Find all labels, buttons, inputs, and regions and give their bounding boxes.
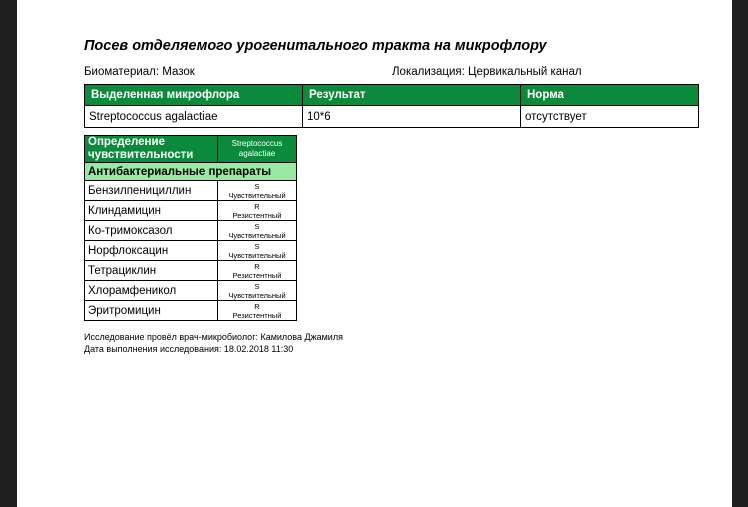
analysis-date: Дата выполнения исследования: 18.02.2018 11:30: [84, 344, 294, 354]
result-code: S: [254, 221, 260, 231]
table-row: [85, 301, 297, 321]
result-code: S: [254, 181, 260, 191]
result-text: Резистентный: [232, 310, 282, 320]
drug-name: Норфлоксацин: [85, 241, 218, 261]
result-text: Резистентный: [232, 210, 282, 220]
biomaterial-label: Биоматериал: Мазок: [84, 66, 195, 78]
drug-result: [218, 281, 297, 301]
norm-cell: отсутствует: [521, 106, 699, 128]
drug-name: Эритромицин: [85, 301, 218, 321]
result-text: Резистентный: [232, 270, 282, 280]
result-code: R: [254, 261, 260, 271]
table-row: [85, 106, 699, 128]
result-cell: 10*6: [303, 106, 521, 128]
result-table: [84, 84, 699, 128]
result-code: S: [254, 281, 260, 291]
antibacterial-group-label: Антибактериальные препараты: [85, 163, 297, 181]
table-row: [85, 261, 297, 281]
table-row: [85, 181, 297, 201]
group-row: [85, 163, 297, 181]
drug-result: [218, 241, 297, 261]
drug-result: [218, 221, 297, 241]
sensitivity-header: [85, 136, 297, 163]
table-row: [85, 201, 297, 221]
header-microflora: Выделенная микрофлора: [85, 85, 303, 106]
drug-name: Тетрациклин: [85, 261, 218, 281]
performed-by: Исследование провёл врач-микробиолог: Камилова Джамиля: [84, 332, 343, 342]
result-text: Чувствительный: [228, 290, 286, 300]
drug-result: [218, 181, 297, 201]
table-row: [85, 281, 297, 301]
drug-result: [218, 301, 297, 321]
organism-header: Streptococcus agalactiae: [218, 136, 297, 163]
localization-label: Локализация: Цервикальный канал: [392, 66, 582, 78]
table-row: [85, 221, 297, 241]
drug-name: Ко-тримоксазол: [85, 221, 218, 241]
header-norm: Норма: [521, 85, 699, 106]
table-row: [85, 241, 297, 261]
microflora-cell: Streptococcus agalactiae: [85, 106, 303, 128]
drug-name: Хлорамфеникол: [85, 281, 218, 301]
result-code: R: [254, 201, 260, 211]
drug-rows: [85, 181, 297, 321]
page-title: Посев отделяемого урогенитального тракта на микрофлору: [84, 38, 547, 54]
result-code: S: [254, 241, 260, 251]
result-text: Чувствительный: [228, 230, 286, 240]
sensitivity-header-label: Определение чувствительности: [85, 136, 218, 163]
document-page: [17, 0, 732, 507]
sensitivity-table: [84, 135, 297, 321]
drug-result: [218, 261, 297, 281]
result-table-header: [85, 85, 699, 106]
header-result: Результат: [303, 85, 521, 106]
drug-name: Клиндамицин: [85, 201, 218, 221]
drug-result: [218, 201, 297, 221]
drug-name: Бензилпенициллин: [85, 181, 218, 201]
result-text: Чувствительный: [228, 190, 286, 200]
result-text: Чувствительный: [228, 250, 286, 260]
result-code: R: [254, 301, 260, 311]
